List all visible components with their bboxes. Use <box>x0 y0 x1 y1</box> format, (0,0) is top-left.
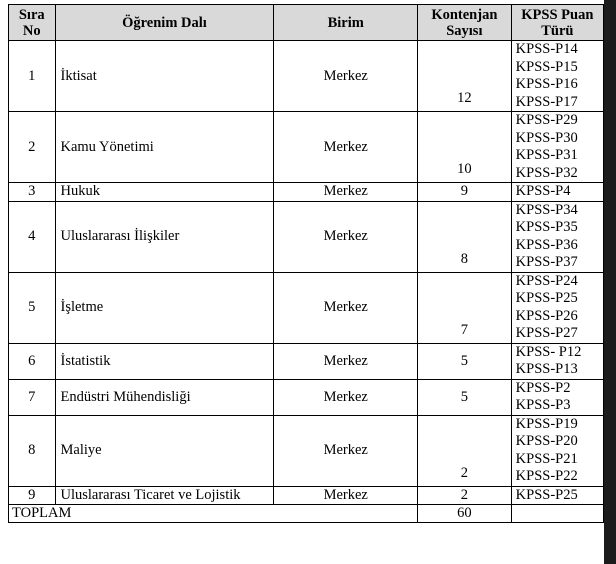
row-number: 2 <box>9 112 56 183</box>
kpss-types <box>511 415 603 486</box>
program-name: İstatistik <box>55 343 274 379</box>
kpss-code: KPSS-P2 <box>515 379 571 396</box>
header-program: Öğrenim Dalı <box>55 5 274 41</box>
program-name: Uluslararası Ticaret ve Lojistik <box>55 486 274 505</box>
table-row <box>9 379 604 415</box>
program-name: Uluslararası İlişkiler <box>55 201 274 272</box>
header-kpss: KPSS Puan Türü <box>511 5 603 41</box>
row-number: 1 <box>9 41 56 112</box>
table-row <box>9 272 604 343</box>
header-unit: Birim <box>274 5 418 41</box>
kpss-code: KPSS-P4 <box>515 183 571 199</box>
quota-count: 10 <box>418 112 512 183</box>
kpss-types <box>511 183 603 202</box>
kpss-code: KPSS-P27 <box>515 325 578 341</box>
kpss-types <box>511 41 603 112</box>
unit-name: Merkez <box>274 415 418 486</box>
unit-name: Merkez <box>274 343 418 379</box>
table-row <box>9 112 604 183</box>
kpss-code: KPSS-P22 <box>515 468 578 484</box>
kpss-code: KPSS-P17 <box>515 93 578 110</box>
kpss-code: KPSS-P30 <box>515 129 578 146</box>
quota-count: 2 <box>418 486 512 505</box>
program-name: Kamu Yönetimi <box>55 112 274 183</box>
row-number: 7 <box>9 379 56 415</box>
kpss-code: KPSS-P26 <box>515 307 578 324</box>
kpss-code: KPSS-P25 <box>515 486 578 503</box>
total-value: 60 <box>418 505 512 523</box>
kpss-code: KPSS-P14 <box>515 41 578 57</box>
quota-count: 2 <box>418 415 512 486</box>
unit-name: Merkez <box>274 41 418 112</box>
row-number: 4 <box>9 201 56 272</box>
kpss-code: KPSS-P20 <box>515 433 578 449</box>
unit-name: Merkez <box>274 272 418 343</box>
table-row <box>9 183 604 202</box>
total-kpss-empty <box>511 505 603 523</box>
header-row <box>9 5 604 41</box>
program-name: Endüstri Mühendisliği <box>55 379 274 415</box>
kpss-code: KPSS-P19 <box>515 415 578 432</box>
quota-count: 9 <box>418 183 512 202</box>
kpss-types <box>511 486 603 505</box>
kpss-code: KPSS-P21 <box>515 450 578 467</box>
program-name: İktisat <box>55 41 274 112</box>
quota-count: 5 <box>418 343 512 379</box>
program-name: İşletme <box>55 272 274 343</box>
kpss-code: KPSS-P16 <box>515 76 578 92</box>
program-name: Hukuk <box>55 183 274 202</box>
kpss-types <box>511 272 603 343</box>
header-quota: Kontenjan Sayısı <box>418 5 512 41</box>
kpss-types <box>511 343 603 379</box>
kpss-types <box>511 201 603 272</box>
quota-count: 7 <box>418 272 512 343</box>
kpss-code: KPSS- P12 <box>515 343 582 360</box>
kpss-types <box>511 112 603 183</box>
kpss-code: KPSS-P3 <box>515 397 571 413</box>
total-label: TOPLAM <box>9 505 418 523</box>
quota-count: 12 <box>418 41 512 112</box>
row-number: 9 <box>9 486 56 505</box>
kpss-code: KPSS-P24 <box>515 272 578 289</box>
total-row <box>9 505 604 523</box>
row-number: 3 <box>9 183 56 202</box>
kpss-code: KPSS-P32 <box>515 164 578 181</box>
unit-name: Merkez <box>274 379 418 415</box>
kpss-code: KPSS-P31 <box>515 147 578 163</box>
kpss-code: KPSS-P29 <box>515 112 578 128</box>
kpss-code: KPSS-P36 <box>515 236 578 253</box>
kpss-code: KPSS-P37 <box>515 254 578 270</box>
row-number: 8 <box>9 415 56 486</box>
kpss-code: KPSS-P35 <box>515 219 578 235</box>
unit-name: Merkez <box>274 486 418 505</box>
quota-count: 8 <box>418 201 512 272</box>
table-row <box>9 41 604 112</box>
kpss-code: KPSS-P34 <box>515 201 578 218</box>
row-number: 5 <box>9 272 56 343</box>
unit-name: Merkez <box>274 201 418 272</box>
table-row <box>9 486 604 505</box>
quota-count: 5 <box>418 379 512 415</box>
kpss-code: KPSS-P15 <box>515 58 578 75</box>
header-no: Sıra No <box>9 5 56 41</box>
unit-name: Merkez <box>274 183 418 202</box>
table-row <box>9 415 604 486</box>
unit-name: Merkez <box>274 112 418 183</box>
row-number: 6 <box>9 343 56 379</box>
table-row <box>9 201 604 272</box>
kpss-code: KPSS-P25 <box>515 290 578 306</box>
kpss-types <box>511 379 603 415</box>
kpss-code: KPSS-P13 <box>515 361 578 377</box>
table-row <box>9 343 604 379</box>
program-name: Maliye <box>55 415 274 486</box>
quota-table <box>8 4 604 523</box>
